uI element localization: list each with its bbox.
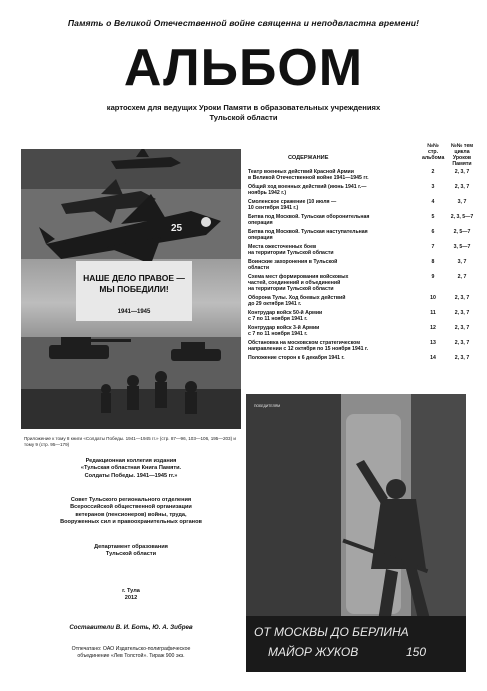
toc-row-title [248,229,418,241]
toc-row [248,310,478,322]
toc-row-title-line: до 29 октября 1941 г. [248,301,302,307]
toc-row-page: 11 [430,310,436,316]
toc-row-title-line: в Великой Отечественной войне 1941—1945 гг. [248,175,369,181]
toc-row-title [248,355,418,361]
text-line: Солдаты Победы. 1941—1945 гг.» [84,472,178,479]
toc-row-title [248,325,418,337]
plane-number: 25 [171,223,183,234]
toc-row-page: 7 [431,244,435,250]
poster-slogan-line: МЫ ПОБЕДИЛИ! [99,284,169,294]
text-line: ветеранов (пенсионеров) войны, труда, [75,511,187,518]
toc-row-title-line: с 7 по 11 ноября 1941 г. [248,331,308,337]
toc-row-title-line: Смоленское сражение (10 июля — [248,199,337,205]
graffiti-number: 150 [406,645,427,659]
subtitle-line: картосхем для ведущих Уроки Памяти в образовательных учреждениях [106,103,381,112]
poster-slogan-line: НАШЕ ДЕЛО ПРАВОЕ — [83,273,185,283]
toc-row-page: 2 [431,169,435,175]
toc-row-title-line: Схема мест формирования войсковых [248,274,349,280]
toc-row-lessons: 2, 3, 5—7 [450,214,474,220]
graffiti-line: ОТ МОСКВЫ ДО БЕРЛИНА [254,625,409,639]
text-line: Редакционная коллегия издания [85,458,177,464]
text-line: объединение «Лев Толстой». Тираж 900 экз. [77,653,185,660]
toc-row-title-line: Контрудар войск 3-й Армии [248,325,320,331]
toc-row-lessons: 2, 3, 7 [454,355,470,361]
compilers: Составители В. И. Боть, Ю. А. Зибрев [69,624,193,631]
publication-place-year [21,588,241,603]
toc-row-lessons: 2, 7 [457,274,467,280]
toc-row-page: 13 [430,340,436,346]
toc-row-page: 9 [431,274,435,280]
toc-row-page: 14 [430,355,436,361]
toc-row-title-line: Общий ход военных действий (июнь 1941 г.— [248,184,367,190]
toc-row-page: 8 [431,259,435,265]
poem-block [254,404,334,409]
toc-row-title-line: Битва под Москвой. Тульская наступательная [248,229,368,235]
text-line: Отпечатано: ОАО Издательско-полиграфическое [71,646,191,652]
image-caption: Приложение к тому 8 книги «Солдаты Победы. 1941—1945 гг.» (стр. 87—96, 103—106, 195—203) и тому 9 (стр. 95—179) [24,436,236,447]
toc-row-title-line: с 7 по 11 ноября 1941 г. [248,316,308,322]
toc-row-title-line: Театр военных действий Красной Армии [248,169,354,175]
toc-row [248,244,478,256]
toc-row-page: 6 [431,229,435,235]
text-line: Департамент образования [94,544,168,550]
text-line: Совет Тульского регионального отделения [70,497,192,503]
toc-row-lessons: 2, 3, 7 [454,184,470,190]
toc-row-title [248,274,418,292]
toc-row-title-line: ноябрь 1942 г.) [248,190,287,196]
toc-row [248,274,478,292]
album-title: АЛЬБОМ [123,39,364,97]
toc-row-title-line: Битва под Москвой. Тульская оборонительная [248,214,370,220]
toc-row [248,325,478,337]
graffiti-line: МАЙОР ЖУКОВ [268,645,359,659]
toc-row-page: 4 [431,199,435,205]
poster-slogan [79,273,189,295]
toc-row-title [248,184,418,196]
toc-row-title [248,169,418,181]
toc-row-title-line: Воинские захоронения в Тульской [248,259,338,265]
reichstag-illustration [246,394,466,672]
toc-row-page: 3 [431,184,435,190]
toc-row [248,169,478,181]
editorial-board [21,458,241,480]
toc-row-lessons: 3, 5—7 [453,244,471,250]
toc-row-title-line: на территории Тульской области [248,250,334,256]
text-line: г. Тула [122,588,140,594]
toc-row-title [248,199,418,211]
reichstag-photo [246,394,466,672]
toc-row-lessons: 3, 7 [457,259,467,265]
toc-row-title-line: операция [248,220,273,226]
toc-col-page: №№ стр. альбома [422,143,445,161]
toc-row-title [248,259,418,271]
text-line: Вооруженных сил и правоохранительных органов [60,519,202,526]
toc-row-title-line: на территории Тульской области [248,286,334,292]
toc-row-title-line: Контрудар войск 50-й Армии [248,310,323,316]
toc-row-title [248,340,418,352]
toc-row [248,340,478,352]
toc-row-title [248,214,418,226]
toc-row-title-line: частей, соединений и объединений [248,280,341,286]
toc-row-lessons: 2, 3, 7 [454,169,470,175]
toc-row-lessons: 2, 3, 7 [454,295,470,301]
toc-row-title [248,295,418,307]
album-subtitle [60,103,427,123]
education-department [21,544,241,559]
toc-row-title-line: направлении с 12 октября по 15 ноября 1941 г. [248,346,369,352]
toc-row-title-line: 10 сентября 1941 г.) [248,205,299,211]
toc-row-lessons: 2, 3, 7 [454,310,470,316]
poem-title: ПОБЕДИТЕЛЯМ [254,404,281,408]
toc-row [248,355,478,361]
toc-row-lessons: 3, 7 [457,199,467,205]
war-poster-image [21,149,241,429]
toc-row-title [248,310,418,322]
toc-row [248,184,478,196]
motto-heading: Память о Великой Отечественной войне священна и неподвластна времени! [67,18,420,28]
text-line: Всероссийской общественной организации [70,504,192,511]
toc-row [248,229,478,241]
toc-row-title-line: области [248,265,270,271]
table-of-contents [248,143,478,364]
toc-title: СОДЕРЖАНИЕ [288,155,329,161]
toc-row [248,199,478,211]
toc-row-lessons: 2, 5—7 [453,229,471,235]
toc-row-title-line: Оборона Тулы. Ход боевых действий [248,295,346,301]
toc-header [248,143,478,169]
veterans-council [21,497,241,527]
text-line: Тульской области [105,551,157,558]
toc-row-title-line: Места ожесточенных боев [248,244,317,250]
toc-row [248,259,478,271]
toc-row-page: 10 [430,295,436,301]
poster-years: 1941—1945 [117,309,151,315]
toc-row-lessons: 2, 3, 7 [454,325,470,331]
subtitle-line: Тульской области [209,113,278,122]
toc-rows [248,169,478,361]
toc-row [248,295,478,307]
toc-col-lesson: №№ тем цикла Уроков Памяти [450,143,474,167]
toc-row-title [248,244,418,256]
text-line: «Тульская областная Книга Памяти. [80,465,182,472]
toc-row-title-line: Обстановка на московском стратегическом [248,340,361,346]
toc-row-title-line: Положение сторон к 6 декабря 1941 г. [248,355,345,361]
toc-row-title-line: операция [248,235,273,241]
printing-info [21,646,241,661]
toc-row-page: 12 [430,325,436,331]
toc-row [248,214,478,226]
text-line: 2012 [124,595,138,602]
toc-row-lessons: 2, 3, 7 [454,340,470,346]
toc-row-page: 5 [431,214,435,220]
